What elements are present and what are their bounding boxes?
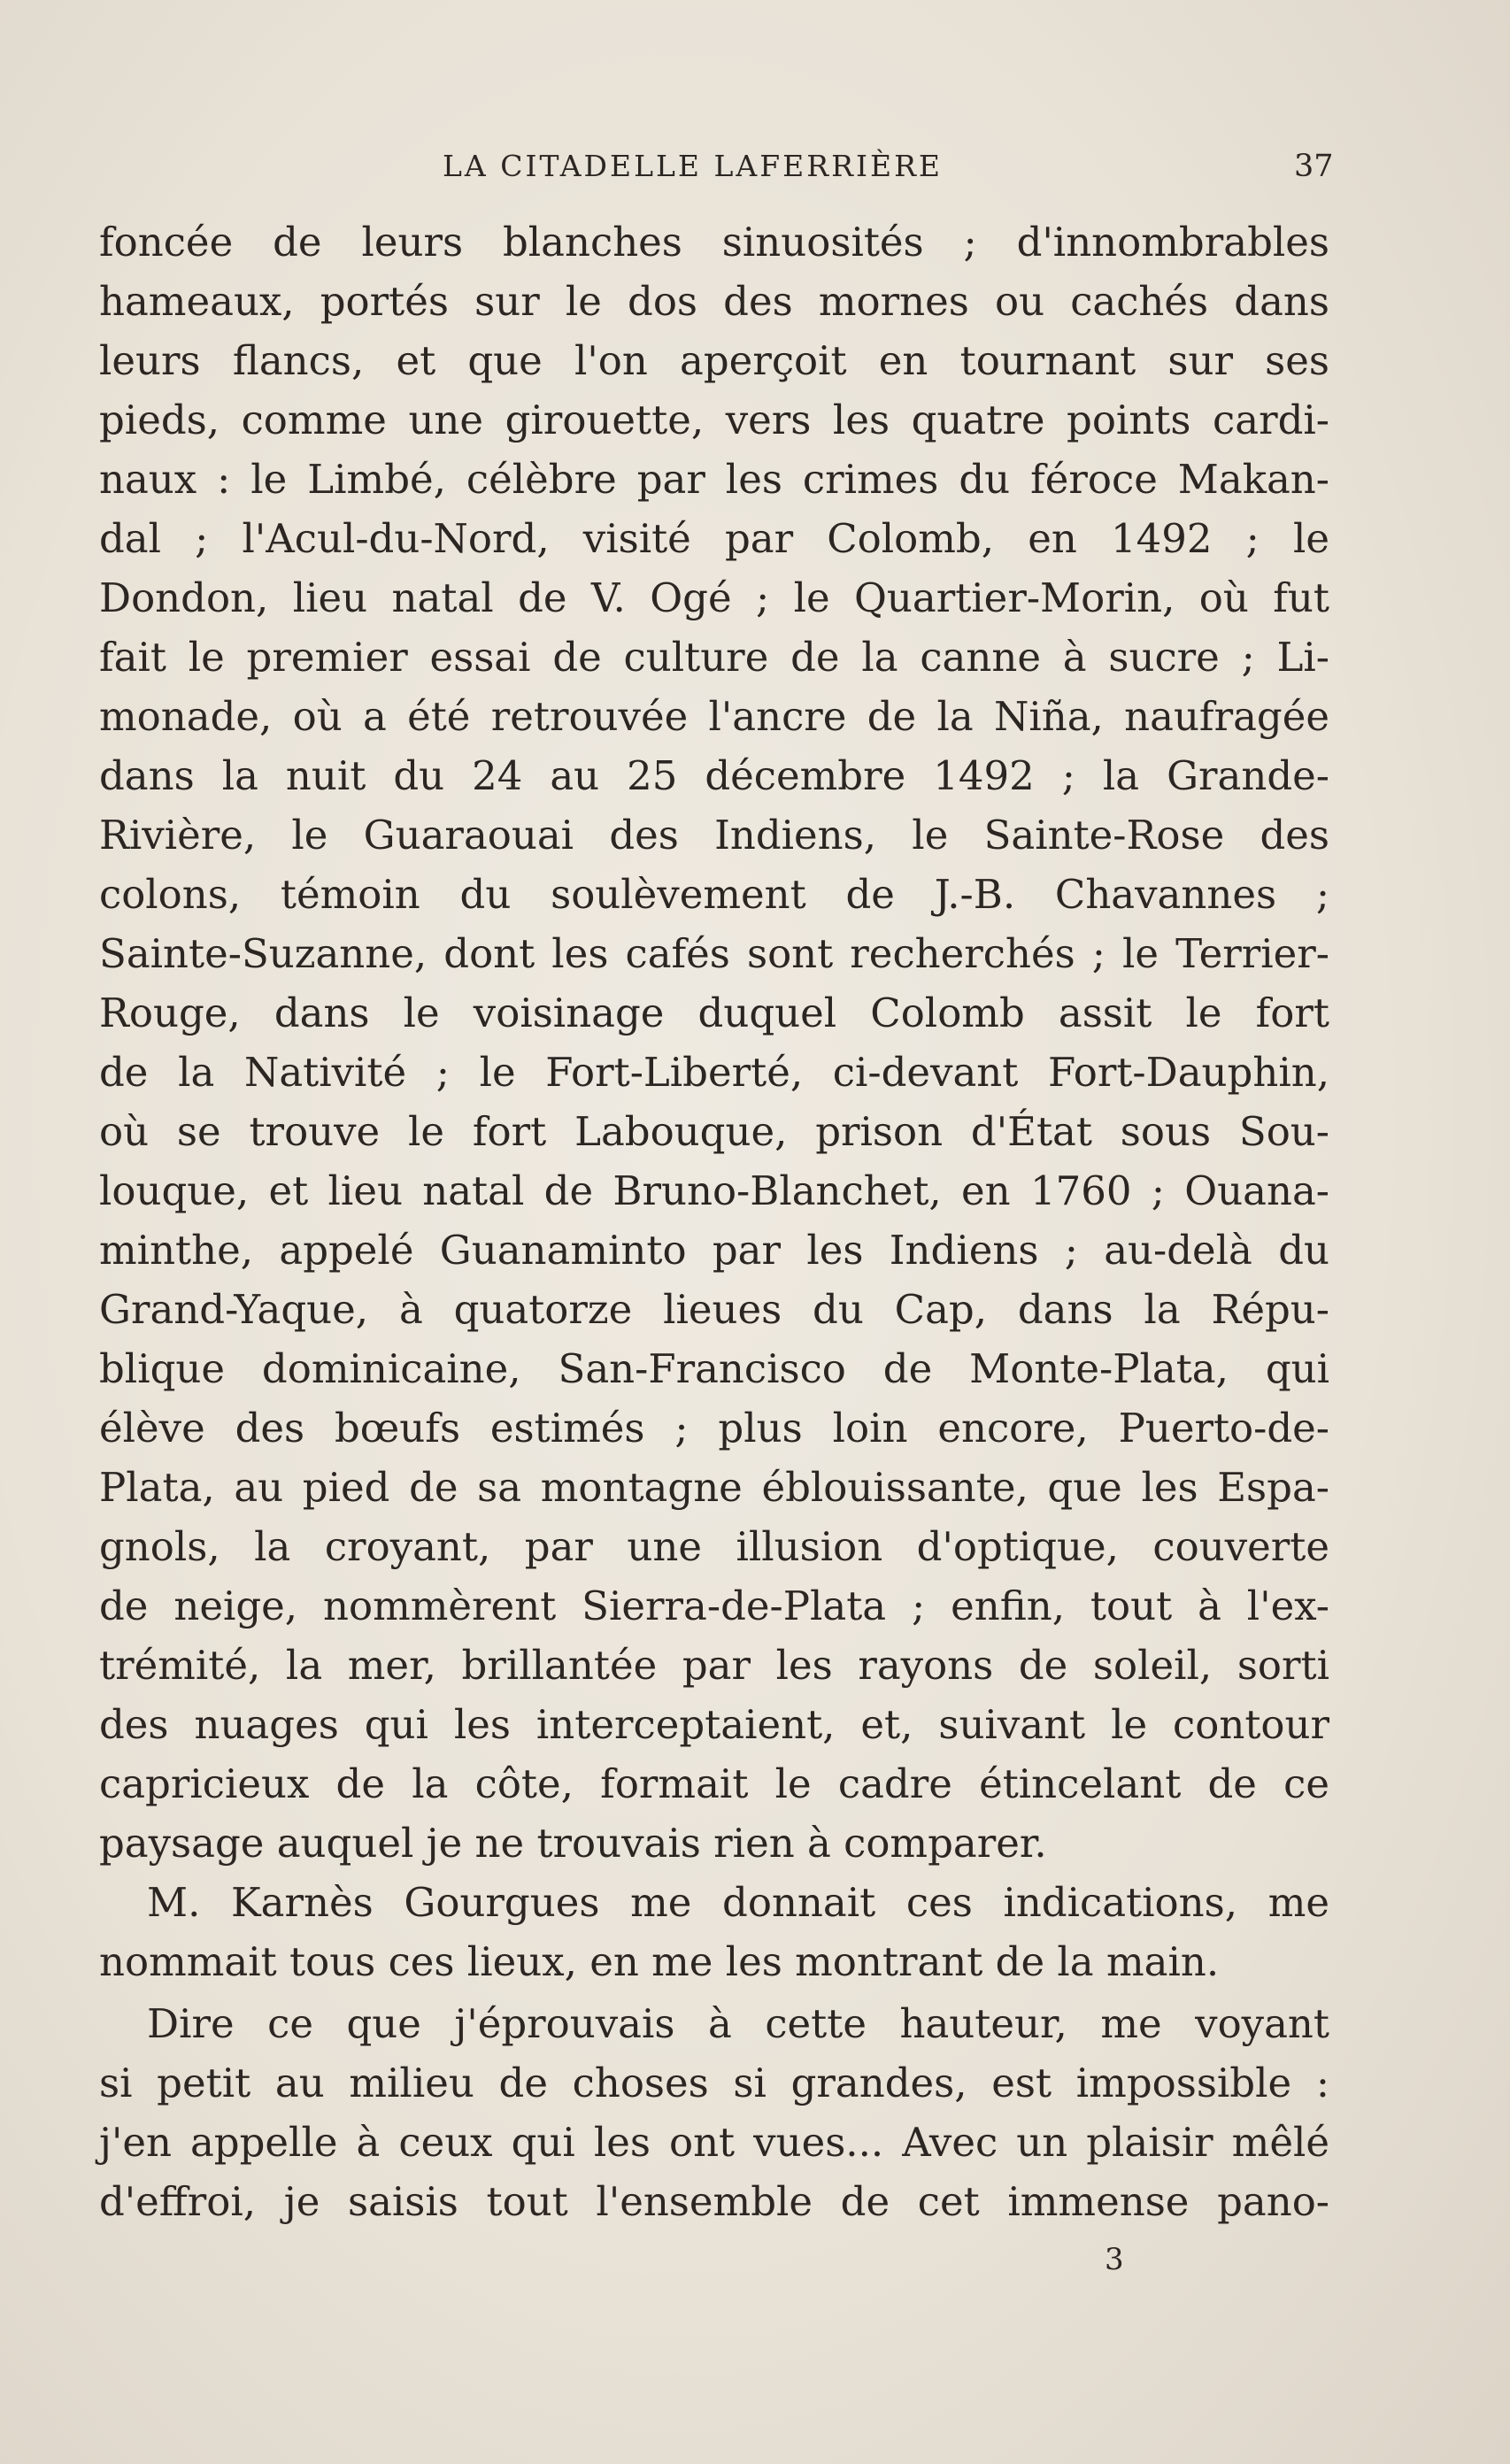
- text-line: pieds, comme une girouette, vers les quatre points cardi-: [99, 397, 1329, 443]
- text-line: louque, et lieu natal de Bruno-Blanchet, en 1760 ; Ouana-: [99, 1167, 1329, 1214]
- text-line: dans la nuit du 24 au 25 décembre 1492 ; la Grande-: [99, 752, 1329, 799]
- text-line: blique dominicaine, San-Francisco de Monte-Plata, qui: [99, 1345, 1329, 1392]
- signature-mark: 3: [1105, 2242, 1124, 2277]
- text-line: gnols, la croyant, par une illusion d'optique, couverte: [99, 1523, 1329, 1570]
- paragraph-start-line: M. Karnès Gourgues me donnait ces indications, me: [147, 1879, 1329, 1926]
- text-line: de la Nativité ; le Fort-Liberté, ci-devant Fort-Dauphin,: [99, 1049, 1329, 1096]
- text-line: Sainte-Suzanne, dont les cafés sont recherchés ; le Terrier-: [99, 930, 1329, 977]
- text-line: Dondon, lieu natal de V. Ogé ; le Quartier-Morin, où fut: [99, 574, 1329, 621]
- text-line: des nuages qui les interceptaient, et, suivant le contour: [99, 1701, 1329, 1748]
- text-line: élève des bœufs estimés ; plus loin encore, Puerto-de-: [99, 1405, 1329, 1451]
- page-number: 37: [1294, 149, 1334, 184]
- paragraph-end-line: nommait tous ces lieux, en me les montrant de la main.: [99, 1938, 1220, 1985]
- text-line: foncée de leurs blanches sinuosités ; d'innombrables: [99, 219, 1329, 266]
- running-head: [0, 142, 1510, 191]
- text-line: fait le premier essai de culture de la canne à sucre ; Li-: [99, 634, 1329, 681]
- body-text: [99, 212, 1329, 2231]
- text-line: naux : le Limbé, célèbre par les crimes du féroce Makan-: [99, 456, 1329, 503]
- text-line: leurs flancs, et que l'on aperçoit en tournant sur ses: [99, 337, 1329, 384]
- text-line: de neige, nommèrent Sierra-de-Plata ; enfin, tout à l'ex-: [99, 1582, 1329, 1629]
- text-line: trémité, la mer, brillantée par les rayons de soleil, sorti: [99, 1642, 1329, 1689]
- text-line: Plata, au pied de sa montagne éblouissante, que les Espa-: [99, 1464, 1329, 1511]
- text-line: monade, où a été retrouvée l'ancre de la Niña, naufragée: [99, 693, 1329, 740]
- text-line: j'en appelle à ceux qui les ont vues... Avec un plaisir mêlé: [99, 2119, 1329, 2166]
- text-line: où se trouve le fort Labouque, prison d'État sous Sou-: [99, 1108, 1329, 1155]
- text-line: dal ; l'Acul-du-Nord, visité par Colomb, en 1492 ; le: [99, 515, 1329, 562]
- text-line: hameaux, portés sur le dos des mornes ou cachés dans: [99, 278, 1329, 325]
- paragraph-end-line: paysage auquel je ne trouvais rien à comparer.: [99, 1820, 1047, 1867]
- running-title: LA CITADELLE LAFERRIÈRE: [443, 149, 943, 183]
- text-line: Rouge, dans le voisinage duquel Colomb assit le fort: [99, 989, 1329, 1036]
- text-line: Grand-Yaque, à quatorze lieues du Cap, dans la Répu-: [99, 1286, 1329, 1333]
- text-line: capricieux de la côte, formait le cadre étincelant de ce: [99, 1760, 1329, 1807]
- text-line: si petit au milieu de choses si grandes, est impossible :: [99, 2060, 1329, 2106]
- text-line: Rivière, le Guaraouai des Indiens, le Sainte-Rose des: [99, 812, 1329, 859]
- paragraph-start-line: Dire ce que j'éprouvais à cette hauteur, me voyant: [147, 2000, 1329, 2047]
- text-line: colons, témoin du soulèvement de J.-B. Chavannes ;: [99, 871, 1329, 918]
- text-line: minthe, appelé Guanaminto par les Indiens ; au-delà du: [99, 1227, 1329, 1274]
- text-line: d'effroi, je saisis tout l'ensemble de cet immense pano-: [99, 2178, 1329, 2225]
